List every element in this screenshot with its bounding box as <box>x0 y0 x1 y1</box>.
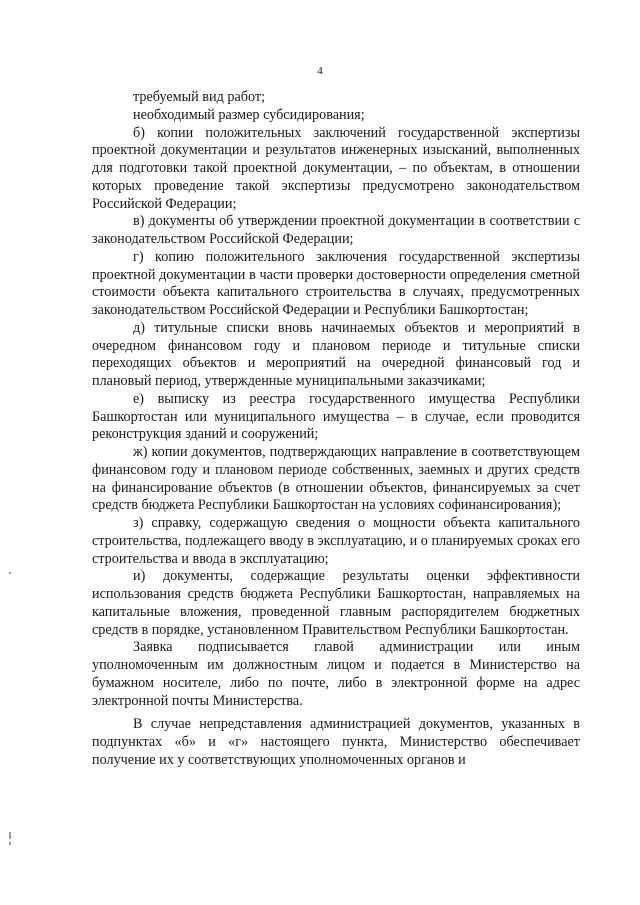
paragraph-item-e: е) выписку из реестра государственного имущества Республики Башкортостан или муниципального имущества – в случае, если проводится реконструкция зданий и сооружений; <box>92 390 580 443</box>
margin-scan-mark <box>9 842 11 845</box>
paragraph-item-z: з) справку, содержащую сведения о мощности объекта капитального строительства, подлежащего вводу в эксплуатацию, и о планируемых сроках его строительства и ввода в эксплуатацию; <box>92 515 580 567</box>
document-body <box>92 89 580 770</box>
page-number: 4 <box>317 65 323 77</box>
margin-scan-mark <box>9 572 11 574</box>
paragraph-item-i: и) документы, содержащие результаты оценки эффективности использования средств бюджета Республики Башкортостан, направляемых на капитальные вложения, проведенной главным распорядителем бюджетных средств в порядке, установленном Правительством Республики Башкортостан. <box>92 568 580 638</box>
paragraph-item-zh: ж) копии документов, подтверждающих направление в соответствующем финансовом году и плановом периоде собственных, заемных и других средств на финансирование объектов (в отношении объектов, финансируемых за счет средств бюджета Республики Башкортостан на условиях софинансирования); <box>92 444 580 514</box>
paragraph-subsidy-size: необходимый размер субсидирования; <box>133 106 365 123</box>
paragraph-work-type: требуемый вид работ; <box>133 89 266 105</box>
margin-scan-mark <box>9 832 11 839</box>
paragraph-item-v: в) документы об утверждении проектной документации в соответствии с законодательством Российской Федерации; <box>92 213 580 247</box>
paragraph-item-g: г) копию положительного заключения государственной экспертизы проектной документации в части проверки достоверности определения сметной стоимости объекта капитального строительства в случаях, предусмотренных законодательством Российской Федерации и Республики Башкортостан; <box>92 248 580 318</box>
paragraph-non-submission: В случае непредставления администрацией документов, указанных в подпунктах «б» и «г» настоящего пункта, Министерство обеспечивает получение их у соответствующих уполномоченных органов и <box>92 716 580 768</box>
paragraph-item-d: д) титульные списки вновь начинаемых объектов и мероприятий в очередном финансовом году и плановом периоде и титульные списки переходящих объектов и мероприятий на очередной финансовый год и плановый период, утвержденные муниципальными заказчиками; <box>92 319 580 389</box>
paragraph-application: Заявка подписывается главой администрации или иным уполномоченным им должностным лицом и подается в Министерство на бумажном носителе, либо по почте, либо в электронной форме на адрес электронной почты Министерства. <box>92 639 580 709</box>
paragraph-item-b: б) копии положительных заключений государственной экспертизы проектной документации и результатов инженерных изысканий, выполненных для подготовки такой проектной документации, – по объектам, в отношении которых проведение такой экспертизы предусмотрено законодательством Российской Федерации; <box>92 124 580 212</box>
